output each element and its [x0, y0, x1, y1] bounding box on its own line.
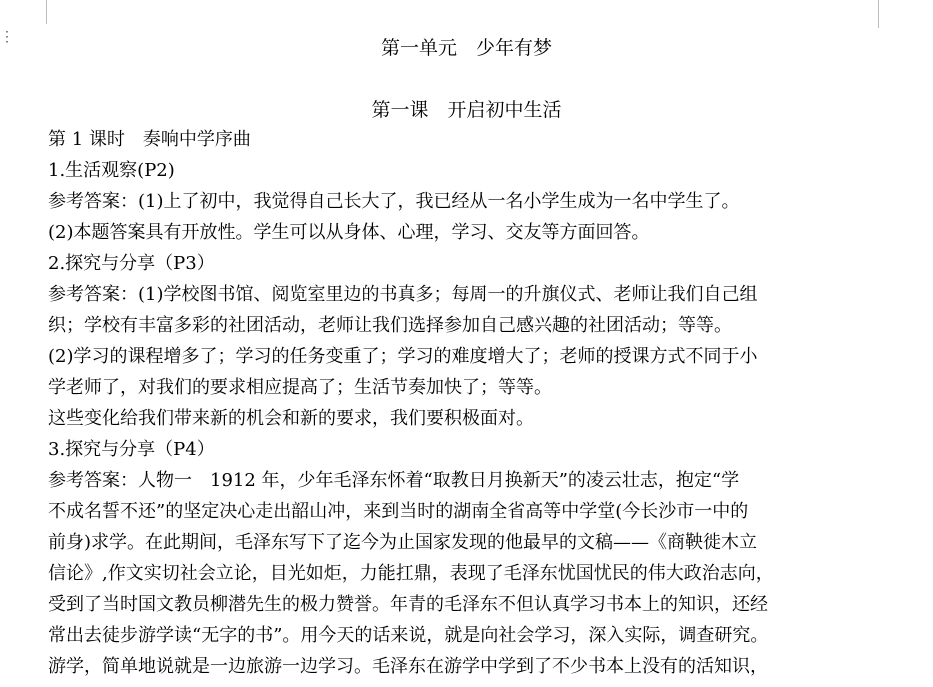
paragraph-line: 参考答案：(1)学校图书馆、阅览室里边的书真多；每周一的升旗仪式、老师让我们自己组: [48, 284, 758, 305]
paragraph-line: 织；学校有丰富多彩的社团活动，老师让我们选择参加自己感兴趣的社团活动；等等。: [48, 315, 732, 336]
drag-handle-icon[interactable]: ⋮: [0, 29, 14, 45]
paragraph-line: 学老师了，对我们的要求相应提高了；生活节奏加快了；等等。: [48, 377, 552, 398]
paragraph-line: 3.探究与分享（P4）: [48, 439, 215, 460]
paragraph-line: 信论》,作文实切社会立论，目光如炬，力能扛鼎，表现了毛泽东忧国忧民的伟大政治志向，: [48, 563, 774, 584]
paragraph-line: 常出去徒步游学读“无字的书”。用今天的话来说，就是向社会学习，深入实际，调查研究。: [48, 625, 769, 646]
paragraph-line: 不成名誓不还”的坚定决心走出韶山冲，来到当时的湖南全省高等中学堂(今长沙市一中的: [48, 501, 749, 522]
lesson-title: 第一课 开启初中生活: [371, 99, 562, 121]
margin-corner-mark-right: [878, 0, 879, 28]
paragraph-line: 2.探究与分享（P3）: [48, 253, 215, 274]
paragraph-line: 参考答案：人物一 1912 年，少年毛泽东怀着“取教日月换新天”的凌云壮志，抱定“学: [48, 470, 740, 491]
paragraph-line: 这些变化给我们带来新的机会和新的要求，我们要积极面对。: [48, 408, 534, 429]
paragraph-line: 受到了当时国文教员柳潜先生的极力赞誉。年青的毛泽东不但认真学习书本上的知识，还经: [48, 594, 768, 615]
paragraph-line: (2)学习的课程增多了；学习的任务变重了；学习的难度增大了；老师的授课方式不同于小: [48, 346, 758, 367]
paragraph-line: 前身)求学。在此期间，毛泽东写下了迄今为止国家发现的他最早的文稿——《商鞅徙木立: [48, 532, 758, 553]
unit-title: 第一单元 少年有梦: [380, 37, 552, 59]
paragraph-line: 游学，简单地说就是一边旅游一边学习。毛泽东在游学中学到了不少书本上没有的活知识，: [48, 656, 768, 677]
paragraph-line: (2)本题答案具有开放性。学生可以从身体、心理，学习、交友等方面回答。: [48, 222, 650, 243]
paragraph-line: 第 1 课时 奏响中学序曲: [48, 129, 251, 150]
margin-corner-mark-left: [46, 0, 47, 24]
paragraph-line: 参考答案：(1)上了初中，我觉得自己长大了，我已经从一名小学生成为一名中学生了。: [48, 191, 740, 212]
paragraph-line: 1.生活观察(P2): [48, 160, 175, 181]
document-body: [48, 124, 888, 682]
